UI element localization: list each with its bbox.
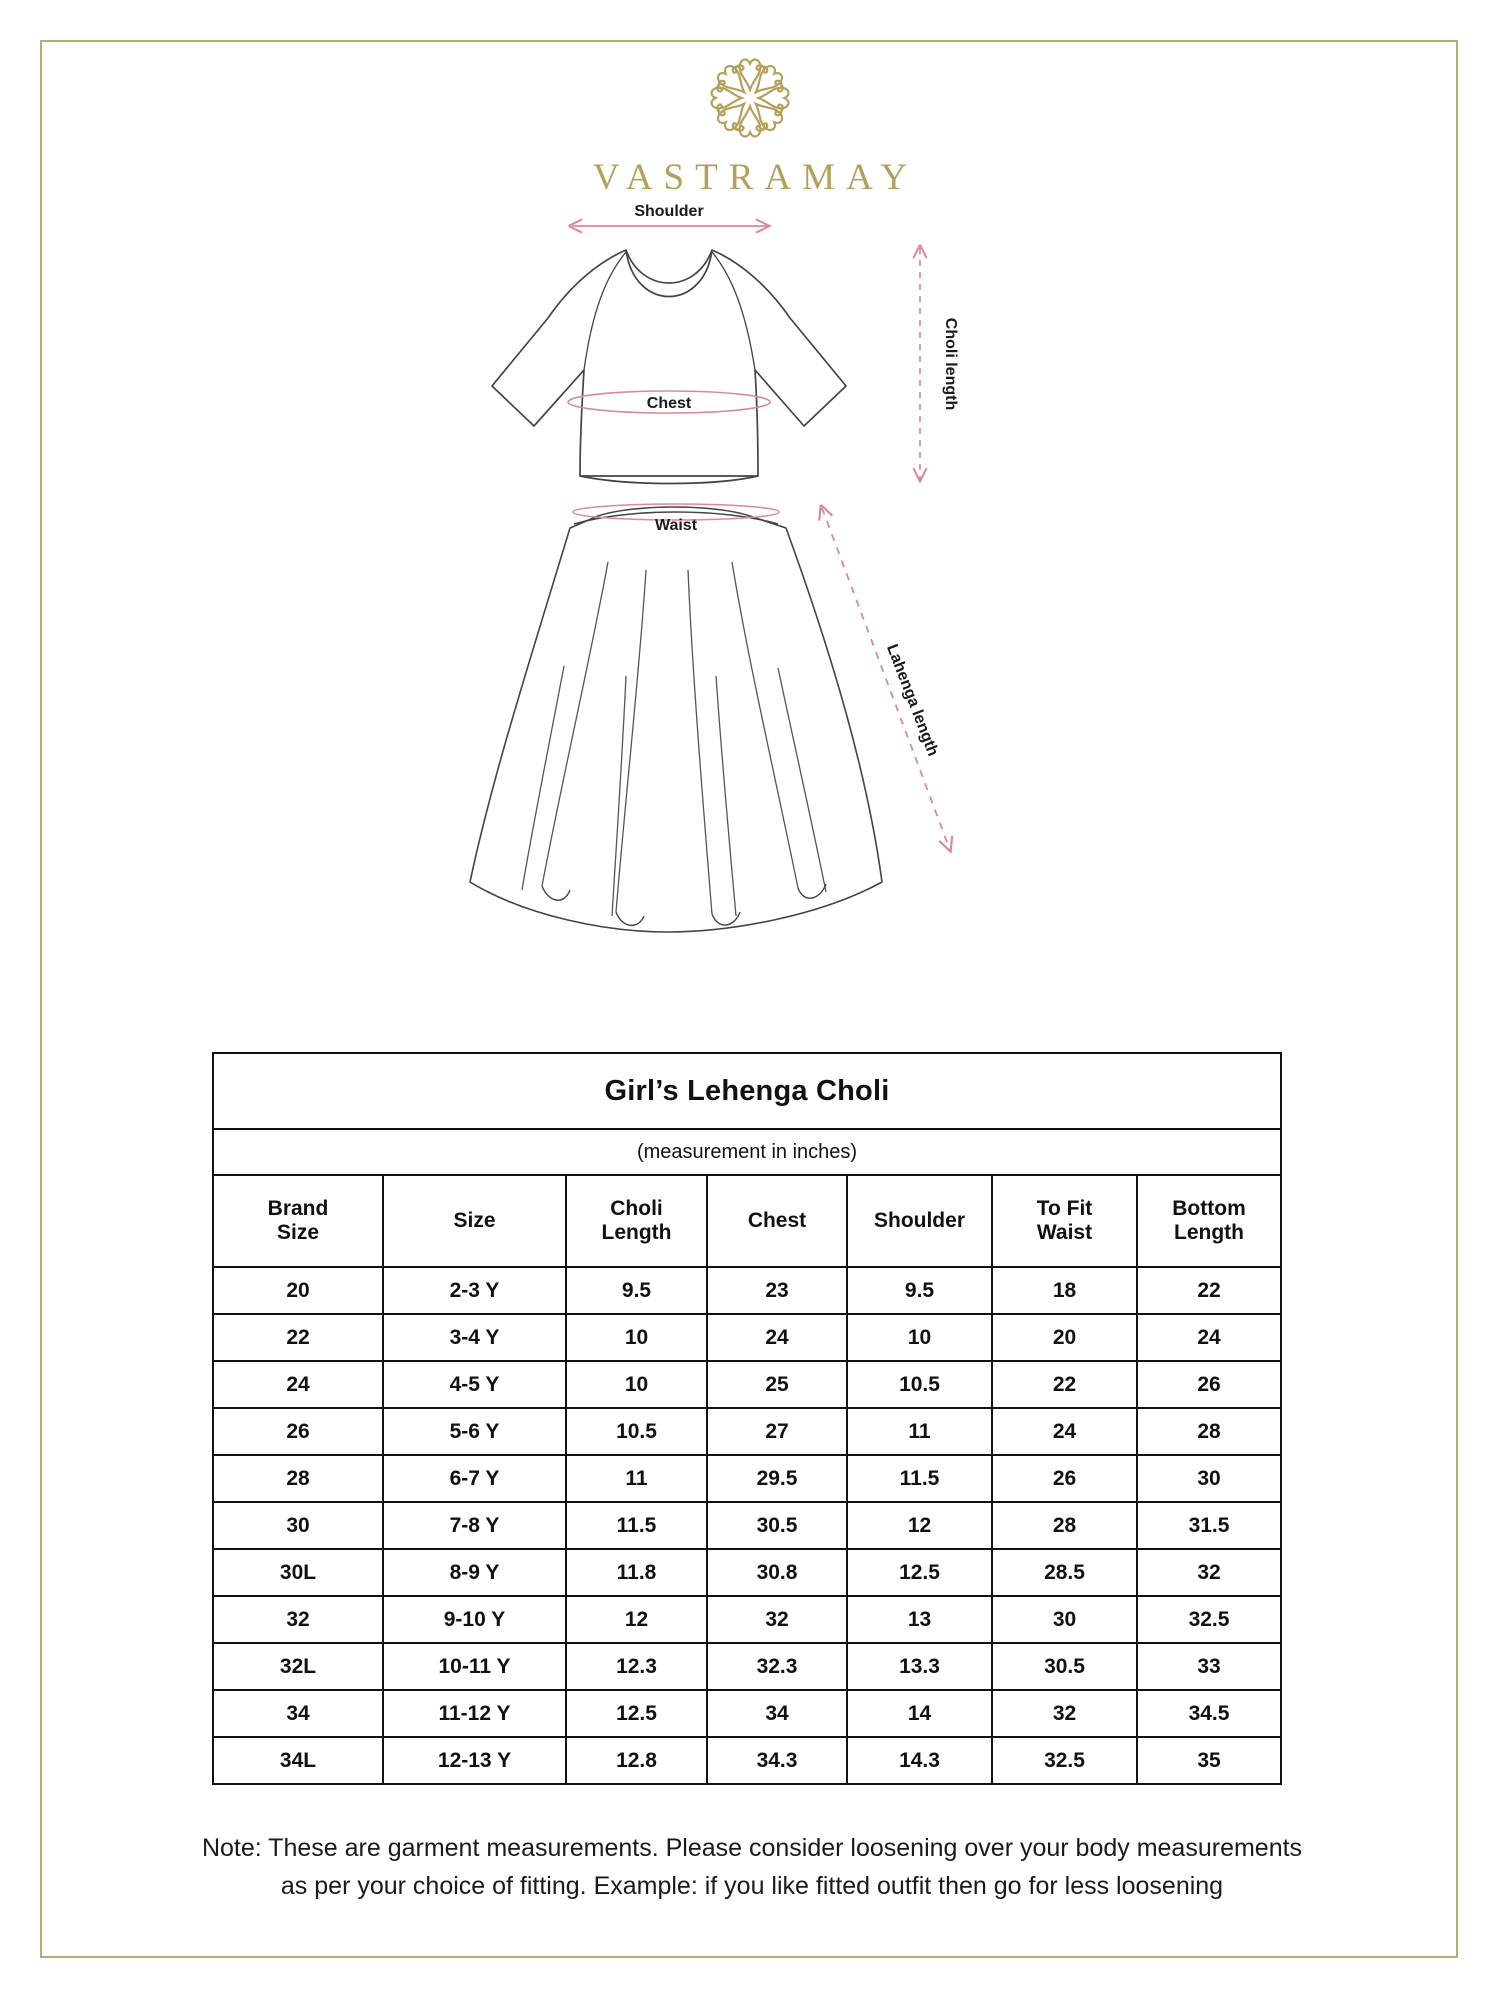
garment-measurement-diagram bbox=[430, 190, 1070, 1040]
cell-chest: 25 bbox=[707, 1361, 847, 1408]
cell-choli-length: 12.8 bbox=[566, 1737, 707, 1784]
table-row bbox=[213, 1314, 1281, 1361]
label-shoulder: Shoulder bbox=[634, 203, 704, 220]
cell-chest: 23 bbox=[707, 1267, 847, 1314]
note-line-1: Note: These are garment measurements. Please consider loosening over your body measurements bbox=[201, 1834, 1303, 1862]
cell-to-fit-waist: 28.5 bbox=[992, 1549, 1137, 1596]
header-line: Shoulder bbox=[873, 1209, 965, 1233]
label-chest: Chest bbox=[646, 395, 692, 412]
cell-brand-size: 34 bbox=[213, 1690, 383, 1737]
brand-logo bbox=[0, 46, 1500, 199]
cell-size: 5-6 Y bbox=[383, 1408, 566, 1455]
cell-brand-size: 32L bbox=[213, 1643, 383, 1690]
cell-size: 6-7 Y bbox=[383, 1455, 566, 1502]
cell-choli-length: 12 bbox=[566, 1596, 707, 1643]
table-row bbox=[213, 1267, 1281, 1314]
cell-choli-length: 11.5 bbox=[566, 1502, 707, 1549]
cell-to-fit-waist: 32 bbox=[992, 1690, 1137, 1737]
header-line: Size bbox=[453, 1209, 496, 1233]
column-header-size bbox=[383, 1175, 566, 1267]
cell-brand-size: 32 bbox=[213, 1596, 383, 1643]
table-row bbox=[213, 1502, 1281, 1549]
cell-choli-length: 12.3 bbox=[566, 1643, 707, 1690]
cell-shoulder: 10 bbox=[847, 1314, 992, 1361]
cell-shoulder: 14 bbox=[847, 1690, 992, 1737]
choli-hem bbox=[580, 476, 758, 484]
table-row bbox=[213, 1596, 1281, 1643]
note-line-2: as per your choice of fitting. Example: if you like fitted outfit then go for less loosening bbox=[280, 1871, 1224, 1900]
cell-brand-size: 22 bbox=[213, 1314, 383, 1361]
cell-size: 11-12 Y bbox=[383, 1690, 566, 1737]
table-row bbox=[213, 1361, 1281, 1408]
cell-shoulder: 13 bbox=[847, 1596, 992, 1643]
cell-brand-size: 34L bbox=[213, 1737, 383, 1784]
choli-outline bbox=[492, 250, 846, 476]
cell-bottom-length: 35 bbox=[1137, 1737, 1281, 1784]
brand-name: VASTRAMAY bbox=[592, 157, 919, 198]
cell-shoulder: 12.5 bbox=[847, 1549, 992, 1596]
cell-to-fit-waist: 20 bbox=[992, 1314, 1137, 1361]
header-line: Size bbox=[276, 1221, 320, 1244]
column-header-chest bbox=[707, 1175, 847, 1267]
cell-brand-size: 28 bbox=[213, 1455, 383, 1502]
table-row bbox=[213, 1737, 1281, 1784]
floral-mandala-icon bbox=[698, 46, 802, 150]
cell-chest: 24 bbox=[707, 1314, 847, 1361]
header-line: Length bbox=[1174, 1221, 1244, 1244]
table-row bbox=[213, 1549, 1281, 1596]
cell-choli-length: 10 bbox=[566, 1314, 707, 1361]
measurement-note bbox=[62, 1830, 1442, 1905]
column-header-bottom-length bbox=[1137, 1175, 1281, 1267]
cell-bottom-length: 26 bbox=[1137, 1361, 1281, 1408]
cell-to-fit-waist: 32.5 bbox=[992, 1737, 1137, 1784]
header-line: Waist bbox=[1036, 1221, 1093, 1244]
cell-shoulder: 11.5 bbox=[847, 1455, 992, 1502]
cell-to-fit-waist: 22 bbox=[992, 1361, 1137, 1408]
cell-bottom-length: 28 bbox=[1137, 1408, 1281, 1455]
cell-chest: 32.3 bbox=[707, 1643, 847, 1690]
size-table-container bbox=[212, 1052, 1280, 1785]
label-waist: Waist bbox=[654, 517, 698, 534]
cell-size: 12-13 Y bbox=[383, 1737, 566, 1784]
table-row bbox=[213, 1643, 1281, 1690]
cell-chest: 30.8 bbox=[707, 1549, 847, 1596]
label-lahenga-length: Lahenga length bbox=[883, 642, 942, 759]
cell-brand-size: 26 bbox=[213, 1408, 383, 1455]
cell-shoulder: 9.5 bbox=[847, 1267, 992, 1314]
cell-chest: 27 bbox=[707, 1408, 847, 1455]
column-header-brand-size bbox=[213, 1175, 383, 1267]
table-subtitle-row bbox=[213, 1129, 1281, 1175]
label-choli-length: Choli length bbox=[942, 317, 959, 411]
cell-to-fit-waist: 26 bbox=[992, 1455, 1137, 1502]
table-header-row bbox=[213, 1175, 1281, 1267]
cell-chest: 30.5 bbox=[707, 1502, 847, 1549]
cell-size: 8-9 Y bbox=[383, 1549, 566, 1596]
cell-bottom-length: 30 bbox=[1137, 1455, 1281, 1502]
cell-bottom-length: 32.5 bbox=[1137, 1596, 1281, 1643]
cell-chest: 34 bbox=[707, 1690, 847, 1737]
column-header-to-fit-waist bbox=[992, 1175, 1137, 1267]
table-title: Girl’s Lehenga Choli bbox=[213, 1053, 1281, 1129]
cell-shoulder: 14.3 bbox=[847, 1737, 992, 1784]
header-line: Length bbox=[601, 1221, 672, 1244]
cell-bottom-length: 22 bbox=[1137, 1267, 1281, 1314]
cell-bottom-length: 32 bbox=[1137, 1549, 1281, 1596]
size-chart-table bbox=[212, 1052, 1282, 1785]
cell-size: 10-11 Y bbox=[383, 1643, 566, 1690]
header-line: Brand bbox=[267, 1197, 329, 1221]
cell-to-fit-waist: 30 bbox=[992, 1596, 1137, 1643]
cell-to-fit-waist: 24 bbox=[992, 1408, 1137, 1455]
cell-brand-size: 20 bbox=[213, 1267, 383, 1314]
column-header-shoulder bbox=[847, 1175, 992, 1267]
cell-choli-length: 10.5 bbox=[566, 1408, 707, 1455]
cell-brand-size: 30 bbox=[213, 1502, 383, 1549]
table-body bbox=[213, 1267, 1281, 1784]
cell-to-fit-waist: 30.5 bbox=[992, 1643, 1137, 1690]
cell-shoulder: 10.5 bbox=[847, 1361, 992, 1408]
cell-size: 7-8 Y bbox=[383, 1502, 566, 1549]
cell-brand-size: 24 bbox=[213, 1361, 383, 1408]
cell-size: 4-5 Y bbox=[383, 1361, 566, 1408]
cell-chest: 34.3 bbox=[707, 1737, 847, 1784]
cell-to-fit-waist: 18 bbox=[992, 1267, 1137, 1314]
cell-choli-length: 11.8 bbox=[566, 1549, 707, 1596]
cell-size: 9-10 Y bbox=[383, 1596, 566, 1643]
cell-chest: 29.5 bbox=[707, 1455, 847, 1502]
cell-shoulder: 11 bbox=[847, 1408, 992, 1455]
cell-shoulder: 13.3 bbox=[847, 1643, 992, 1690]
cell-bottom-length: 31.5 bbox=[1137, 1502, 1281, 1549]
header-line: Bottom bbox=[1172, 1197, 1246, 1221]
cell-bottom-length: 24 bbox=[1137, 1314, 1281, 1361]
cell-choli-length: 10 bbox=[566, 1361, 707, 1408]
cell-choli-length: 9.5 bbox=[566, 1267, 707, 1314]
cell-bottom-length: 33 bbox=[1137, 1643, 1281, 1690]
table-subtitle: (measurement in inches) bbox=[213, 1129, 1281, 1175]
header-line: To Fit bbox=[1036, 1197, 1093, 1221]
table-row bbox=[213, 1455, 1281, 1502]
column-header-choli-length bbox=[566, 1175, 707, 1267]
header-line: Chest bbox=[747, 1209, 807, 1233]
table-row bbox=[213, 1690, 1281, 1737]
cell-bottom-length: 34.5 bbox=[1137, 1690, 1281, 1737]
lehenga-outline bbox=[470, 507, 882, 932]
cell-choli-length: 12.5 bbox=[566, 1690, 707, 1737]
table-title-row bbox=[213, 1053, 1281, 1129]
cell-brand-size: 30L bbox=[213, 1549, 383, 1596]
table-row bbox=[213, 1408, 1281, 1455]
cell-shoulder: 12 bbox=[847, 1502, 992, 1549]
cell-chest: 32 bbox=[707, 1596, 847, 1643]
cell-choli-length: 11 bbox=[566, 1455, 707, 1502]
cell-to-fit-waist: 28 bbox=[992, 1502, 1137, 1549]
header-line: Choli bbox=[610, 1197, 663, 1221]
cell-size: 3-4 Y bbox=[383, 1314, 566, 1361]
cell-size: 2-3 Y bbox=[383, 1267, 566, 1314]
